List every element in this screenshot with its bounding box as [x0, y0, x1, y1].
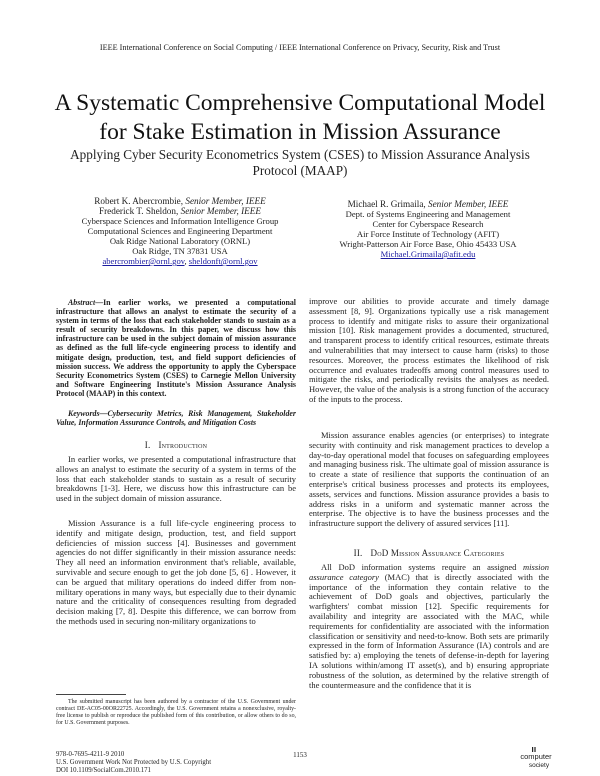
email-link-sheldon[interactable]: sheldonft@ornl.gov	[188, 256, 258, 266]
affiliation-line: Center for Cyberspace Research	[372, 219, 484, 229]
affiliation-line: Wright-Patterson Air Force Base, Ohio 45433 USA	[339, 239, 517, 249]
body-paragraph-right-2: Mission assurance enables agencies (or enterprises) to integrate security with continuity and risk management practices to develop a day-to-day operational model that focuses on safeguarding employees and managing business risk. The ultimate goal of mission assurance is to create a state of resilience that supports the continuation of an enterprise's critical business processes and protects its employees, assets, services and functions. Mission assurance provides a basis to address risks in a uniform and systematic manner across the enterprise. The objective is to have the business processes and the infrastructure support the delivery of assured services [11].	[309, 430, 549, 529]
footnote-divider	[56, 694, 126, 695]
abstract	[56, 298, 296, 398]
computer-society-logo-icon	[516, 746, 556, 770]
keywords-text: —Cybersecurity Metrics, Risk Management, Stakeholder Value, Information Assurance Controls, and Mitigation Costs	[56, 409, 296, 428]
author-name-grimaila: Michael R. Grimaila, Senior Member, IEEE	[347, 199, 509, 209]
section-title: Introduction	[158, 440, 208, 450]
subtitle-line-1: Applying Cyber Security Econometrics System (CSES) to Mission Assurance Analysis	[70, 147, 530, 162]
affiliation-line: Cyberspace Sciences and Information Intelligence Group	[81, 216, 279, 226]
title-line-2: for Stake Estimation in Mission Assurance	[99, 119, 501, 145]
keywords	[56, 409, 296, 427]
paper-title	[40, 89, 560, 147]
author-block-right	[308, 199, 548, 259]
footnote: The submitted manuscript has been authored by a contractor of the U.S. Government under contract DE-AC05-00OR22725. Accordingly, the U.S. Government retains a nonexclusive, royalty-free license to publish or reproduce the published form of this contribution, or allow others to do so, for U.S. Government purposes.	[56, 699, 296, 726]
affiliation-line: Oak Ridge National Laboratory (ORNL)	[109, 236, 251, 246]
body-paragraph-right-1: improve our abilities to provide accurate and timely damage assessment [8, 9]. Organizations typically use a risk management process to identify and mitigate risks to assure their organizational mission [10]. Risk management provides a documented, structured, and transparent process to identify critical resources, estimate threats and vulnerabilities that may intersect to cause harm (risks) to those resources. Moreover, the process estimates the likelihood of risk occurrence and evaluates tradeoffs among control measures used to mitigate the risks, and periodically revisits the analyses as needed. However, the value of the analysis is a strong function of the accuracy of the inputs to the process.	[309, 296, 549, 404]
author-emails	[308, 249, 548, 259]
logo-text-society: society	[528, 762, 550, 769]
copyright-footer	[56, 751, 211, 775]
logo-text-computer: computer	[520, 752, 552, 761]
author-name-sheldon: Frederick T. Sheldon, Senior Member, IEEE	[99, 206, 261, 216]
section-title: DoD Mission Assurance Categories	[370, 548, 505, 558]
email-link-abercrombie[interactable]: abercrombier@ornl.gov	[102, 256, 185, 266]
intro-paragraph-2: Mission Assurance is a full life-cycle engineering process to identify and mitigate design, production, test, and field support deficiencies of mission success [4]. Businesses and government agencies do not differ significantly in their mission assurance needs: They all need an information environment that's reliable, available, survivable and secure enough to get the job done [5, 6] . However, it can be argued that military operations do indeed differ from non-military operations in many ways, but especially due to their dynamic nature and the criticality of consequences resulting from degraded decision making [7, 8]. Despite this difference, we can borrow from the methods used in securing non-military organizations to	[56, 518, 296, 626]
intro-paragraph-1: In earlier works, we presented a computational infrastructure that allows an analyst to estimate the security of a system in terms of the loss that each stakeholder stands to sustain as a result of security breakdowns [1-3]. Here, we discuss how this infrastructure can be used in the subject domain of mission assurance.	[56, 454, 296, 504]
keywords-label: Keywords	[68, 409, 100, 418]
section-number: II.	[353, 548, 363, 558]
abstract-text: —In earlier works, we presented a computational infrastructure that allows an analyst to estimate the security of a system in terms of the loss that each stakeholder stands to sustain as a result of security breakdowns. In this paper, we discuss how this infrastructure can be used in the subject domain of mission assurance as defined as the full life-cycle engineering process to identify and mitigate design, production, test, and field support deficiencies of mission success. We address the opportunity to apply the Cyberspace Security Econometrics System (CSES) to Carnegie Mellon University and Software Engineering Institute's Mission Assurance Analysis Protocol (MAAP) in this context.	[56, 298, 296, 398]
affiliation-line: Dept. of Systems Engineering and Management	[345, 209, 511, 219]
abstract-label: Abstract	[68, 298, 96, 307]
paper-subtitle	[60, 147, 540, 179]
page-number: 1153	[293, 751, 307, 759]
doi-line: DOI 10.1109/SocialCom.2010.171	[56, 767, 151, 774]
conference-header: IEEE International Conference on Social Computing / IEEE International Conference on Privacy, Security, Risk and Trust	[99, 43, 501, 52]
author-name-abercrombie: Robert K. Abercrombie, Senior Member, IEEE	[94, 196, 266, 206]
affiliation-line: Oak Ridge, TN 37831 USA	[132, 246, 228, 256]
section-number: I.	[144, 440, 151, 450]
author-emails: abercrombier@ornl.gov, sheldonft@ornl.gov	[102, 256, 258, 266]
isbn-line: 978-0-7695-4211-9 2010	[56, 751, 125, 758]
copyright-line: U.S. Government Work Not Protected by U.S. Copyright	[56, 759, 212, 766]
section-heading-dod-mac	[309, 548, 549, 559]
email-link-grimaila[interactable]: Michael.Grimaila@afit.edu	[380, 249, 476, 259]
affiliation-line: Computational Sciences and Engineering Department	[87, 226, 273, 236]
body-paragraph-right-3: All DoD information systems require an assigned mission assurance category (MAC) that is directly associated with the importance of the information they contain relative to the achievement of DoD goals and objectives, particularly the warfighters' combat mission [12]. Specific requirements for availability and integrity are associated with the MAC, while requirements for confidentiality are associated with the information classification or sensitivity and need-to-know. Both sets are primarily expressed in the form of Information Assurance (IA) controls and are satisfied by: a) employing the tenets of defense-in-depth for layering IA solutions within/among IT asset(s), and b) ensuring appropriate robustness of the solution, as determined by the relative strength of the countermeasure and the confidence that it is	[309, 562, 549, 690]
subtitle-line-2: Protocol (MAAP)	[252, 163, 348, 178]
affiliation-line: Air Force Institute of Technology (AFIT)	[356, 229, 500, 239]
title-line-1: A Systematic Comprehensive Computational Model	[54, 90, 546, 116]
author-block-left	[55, 196, 305, 266]
section-heading-introduction	[56, 440, 296, 451]
